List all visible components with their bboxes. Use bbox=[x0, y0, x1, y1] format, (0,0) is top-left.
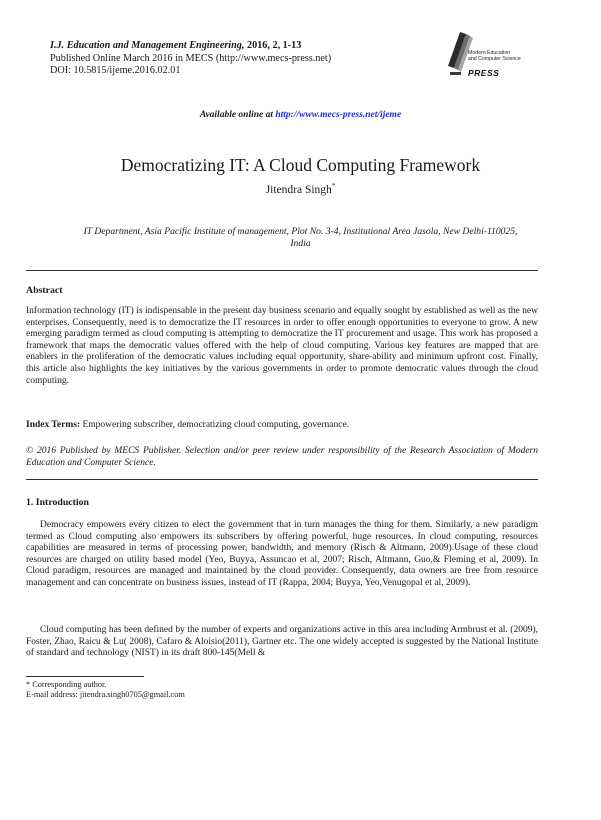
introduction-paragraph-2: Cloud computing has been defined by the number of experts and organizations active in this area including Armbrust et al. (2009), Foster, Zhao, Raicu & Lu( 2008), Cafaro & Aloisio(2011), Gartner etc. The one widely accepted is suggested by the National Institute of standard and technology (NIST) in its draft 800-145(Mell & bbox=[26, 625, 538, 659]
available-prefix: Available online at bbox=[199, 110, 276, 120]
copyright-notice: © 2016 Published by MECS Publisher. Selection and/or peer review under responsibility of the Research Association of Modern Education and Computer Science. bbox=[26, 446, 538, 468]
available-online bbox=[0, 110, 601, 120]
logo-line-1: Modern Education bbox=[468, 50, 511, 56]
journal-name: I.J. Education and Management Engineering, bbox=[50, 40, 245, 51]
abstract-text: Information technology (IT) is indispensable in the present day business scenario and equally sought by established as well as the new enterprises. Consequently, need is to democratize the IT resources in order to offer enough opportunities to everyone to grow. A new emerging paradigm termed as cloud computing is attempting to democratize the IT procurement and usage. This work has proposed a framework that maps the democratic values offered with the help of cloud computing. Various key features are mapped that are enablers in the proliferation of the democratic values including equal opportunity, share-ability and minimum upfront cost. Finally, this article also highlights the key initiatives by the various governments in order to promote democratic values through the cloud computing. bbox=[26, 306, 538, 386]
abstract-heading: Abstract bbox=[26, 285, 63, 296]
footnote-divider bbox=[26, 676, 144, 677]
paper-title: Democratizing IT: A Cloud Computing Framework bbox=[120, 155, 481, 175]
logo-line-2: and Computer Science bbox=[468, 56, 521, 63]
footnote-corresponding: * Corresponding author. bbox=[26, 680, 107, 689]
introduction-paragraph-1: Democracy empowers every citizen to elect the government that in turn manages the thing for them. Similarly, a new paradigm termed as Cloud computing also empowers its subscribers by offering powerful, huge resources. In cloud computing, resources capabilities are measured in terms of processing power, bandwidth, and memory (Risch & Altmann, 2009).Usage of these cloud resources are charged on utility based model (Yeo, Buyya, Assuncao et al, 2007; Risch, Altmann, Guo,& Fleming et al, 2009). In Cloud paradigm, resources are managed and maintained by the cloud provider. Consequently, data owners are free from resource management and can concentrate on business issues, instead of IT (Rappa, 2004; Buyya, Yeo,Venugopal et al, 2009). bbox=[26, 520, 538, 588]
corresponding-author-mark: * bbox=[331, 182, 336, 190]
journal-volume-info: 2016, 2, 1-13 bbox=[244, 40, 302, 51]
author-name: Jitendra Singh bbox=[265, 183, 332, 196]
divider-bottom bbox=[26, 479, 538, 480]
index-terms-label: Index Terms: bbox=[26, 420, 81, 430]
author-affiliation: IT Department, Asia Pacific Institute of management, Plot No. 3-4, Institutional Area Jasola, New Delhi-110025, India bbox=[83, 226, 518, 250]
footnote-email: E-mail address: jitendra.singh0705@gmail.com bbox=[26, 690, 185, 699]
introduction-heading: 1. Introduction bbox=[26, 497, 89, 508]
journal-url-link[interactable]: http://www.mecs-press.net/ijeme bbox=[275, 110, 402, 120]
publication-line: Published Online March 2016 in MECS (http://www.mecs-press.net) bbox=[50, 52, 332, 64]
index-terms-text: Empowering subscriber, democratizing cloud computing, governance. bbox=[80, 420, 350, 430]
doi-line: DOI: 10.5815/ijeme.2016.02.01 bbox=[50, 65, 181, 77]
divider-top bbox=[26, 270, 538, 271]
author-line bbox=[0, 182, 601, 196]
journal-citation bbox=[50, 40, 410, 53]
logo-press-text: PRESS bbox=[468, 68, 500, 78]
index-terms bbox=[26, 420, 538, 432]
journal-header bbox=[50, 40, 410, 78]
logo-wordmark bbox=[468, 50, 521, 62]
